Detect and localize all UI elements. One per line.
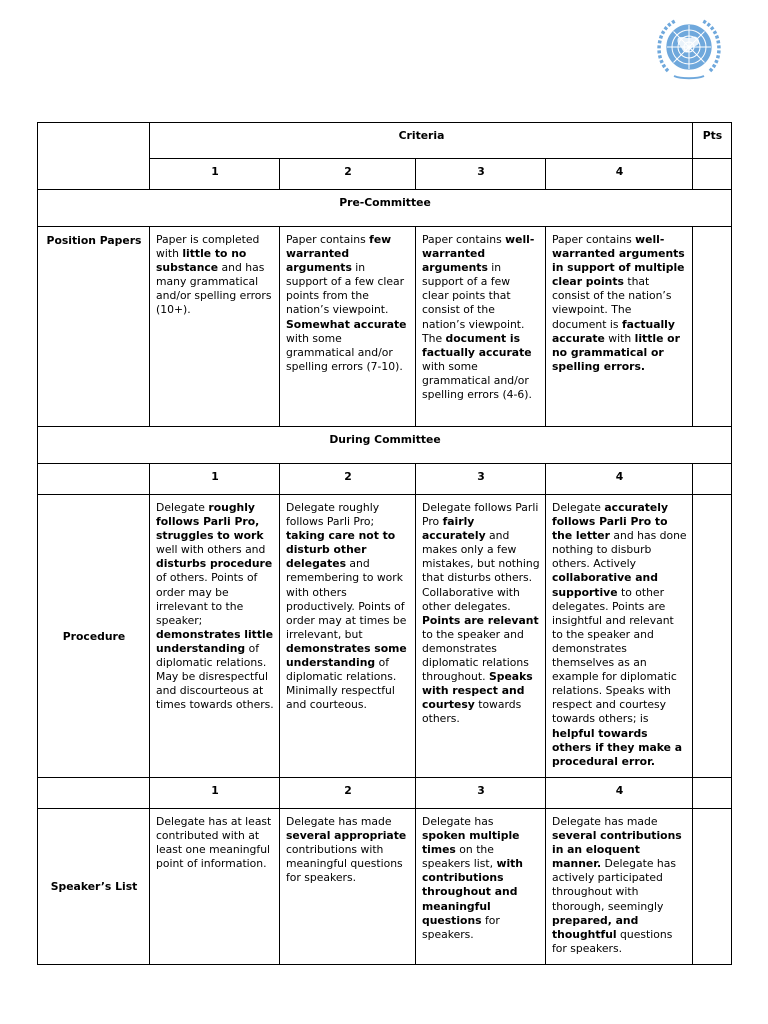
- cell-bold-text: helpful towards others if they make a procedural error.: [552, 726, 683, 768]
- procedure-level-3: [416, 495, 546, 778]
- position-papers-level-1: [150, 227, 280, 427]
- cell-bold-text: document is factually accurate: [422, 331, 532, 359]
- speakers-list-level-4: [546, 809, 693, 965]
- cell-bold-text: with contributions throughout and meaningful questions: [422, 857, 523, 927]
- corner-cell: [38, 123, 150, 190]
- cell-text: Paper contains: [422, 233, 506, 246]
- cell-text: with some grammatical and/or spelling errors (7-10).: [286, 331, 403, 373]
- cell-text: Delegate has actively participated throughout with thorough, seemingly: [552, 857, 677, 913]
- cell-bold-text: several appropriate: [286, 829, 407, 843]
- level-4-header: 4: [546, 778, 693, 809]
- cell-bold-text: little or no grammatical or spelling errors.: [552, 331, 680, 373]
- speakers-list-pts: [693, 809, 732, 965]
- cell-text: to other delegates. Points are insightful and relevant to the speaker and demonstrates themselves as an example for diplomatic relations. Speaks with respect and courtesy towards others; is: [552, 585, 677, 726]
- un-emblem-logo: [656, 16, 722, 80]
- cell-text: with: [604, 331, 635, 345]
- cell-bold-text: Speaks with respect and courtesy: [422, 670, 533, 712]
- cell-text: Paper contains: [552, 233, 636, 246]
- pts-cell: [693, 159, 732, 190]
- cell-text: Delegate has at least contributed with at least one meaningful point of information.: [156, 815, 272, 871]
- cell-bold-text: accurately follows Parli Pro to the letter: [552, 501, 668, 543]
- cell-bold-text: roughly follows Parli Pro, struggles to work: [156, 501, 264, 543]
- cell-bold-text: spoken multiple times: [422, 829, 520, 857]
- criteria-header: Criteria: [150, 123, 693, 159]
- cell-text: that consist of the nation’s viewpoint. The document is: [552, 275, 672, 331]
- level-3-header: 3: [416, 464, 546, 495]
- cell-text: for speakers.: [422, 913, 500, 941]
- cell-text: in support of a few clear points from the nation’s viewpoint.: [286, 261, 405, 317]
- position-papers-level-2: [280, 227, 416, 427]
- cell-text: questions for speakers.: [552, 927, 673, 955]
- cell-bold-text: demonstrates some understanding: [286, 641, 407, 670]
- cell-text: of others. Points of order may be irrelevant to the speaker;: [156, 571, 258, 627]
- section-pre-committee: Pre-Committee: [38, 190, 732, 227]
- procedure-level-2: [280, 495, 416, 778]
- cell-text: Delegate: [156, 501, 209, 514]
- cell-bold-text: little to no substance: [156, 247, 247, 275]
- cell-text: of diplomatic relations. May be disrespectful and discourteous at times towards others.: [156, 641, 274, 712]
- pts-cell: [693, 778, 732, 809]
- level-row-spacer: [38, 464, 150, 495]
- cell-bold-text: taking care not to disturb other delegates: [286, 529, 396, 571]
- cell-text: Delegate follows Parli Pro: [422, 501, 539, 529]
- cell-text: Delegate roughly follows Parli Pro;: [286, 501, 380, 529]
- cell-text: contributions with meaningful questions for speakers.: [286, 843, 403, 885]
- procedure-level-1: [150, 495, 280, 778]
- cell-text: with some grammatical and/or spelling errors (4-6).: [422, 359, 532, 402]
- cell-text: Delegate: [552, 501, 605, 514]
- row-label-position-papers: Position Papers: [38, 227, 150, 427]
- cell-bold-text: few warranted arguments: [286, 233, 392, 275]
- cell-bold-text: prepared, and thoughtful: [552, 913, 639, 941]
- cell-text: to the speaker and demonstrates diplomatic relations throughout.: [422, 627, 529, 684]
- level-2-header: 2: [280, 159, 416, 190]
- cell-text: in support of a few clear points that consist of the nation’s viewpoint. The: [422, 261, 525, 345]
- cell-text: and has done nothing to disburb others. Actively: [552, 529, 687, 571]
- cell-bold-text: well-warranted arguments: [422, 233, 535, 275]
- level-3-header: 3: [416, 778, 546, 809]
- level-3-header: 3: [416, 159, 546, 190]
- cell-bold-text: collaborative and supportive: [552, 571, 658, 599]
- cell-bold-text: Somewhat accurate: [286, 317, 407, 331]
- cell-bold-text: Points are relevant: [422, 613, 539, 627]
- cell-text: Paper contains: [286, 233, 370, 246]
- cell-text: and makes only a few mistakes, but nothing that disturbs others. Collaborative with other delegates.: [422, 529, 540, 613]
- cell-text: of diplomatic relations. Minimally respectful and courteous.: [286, 656, 397, 712]
- level-1-header: 1: [150, 464, 280, 495]
- pts-header: Pts: [693, 123, 732, 159]
- level-1-header: 1: [150, 778, 280, 809]
- cell-bold-text: factually accurate: [552, 317, 675, 345]
- cell-text: well with others and: [156, 543, 266, 557]
- position-papers-level-4: [546, 227, 693, 427]
- cell-bold-text: fairly accurately: [422, 515, 486, 543]
- cell-text: and remembering to work with others productively. Points of order may at times be irrelevant, but: [286, 557, 407, 641]
- cell-bold-text: demonstrates little understanding: [156, 627, 274, 655]
- speakers-list-level-2: [280, 809, 416, 965]
- speakers-list-level-3: [416, 809, 546, 965]
- cell-text: Paper is completed with: [156, 233, 260, 261]
- procedure-pts: [693, 495, 732, 778]
- cell-text: Delegate has made: [552, 815, 658, 828]
- cell-text: and has many grammatical and/or spelling errors (10+).: [156, 261, 272, 317]
- cell-text: Delegate has made: [286, 815, 392, 828]
- position-papers-pts: [693, 227, 732, 427]
- level-4-header: 4: [546, 159, 693, 190]
- cell-text: towards others.: [422, 698, 522, 726]
- row-label-procedure: Procedure: [38, 495, 150, 778]
- cell-text: on the speakers list,: [422, 843, 497, 871]
- cell-bold-text: well-warranted arguments in support of multiple clear points: [552, 233, 685, 289]
- cell-text: Delegate has: [422, 815, 494, 828]
- level-2-header: 2: [280, 464, 416, 495]
- speakers-list-level-1: [150, 809, 280, 965]
- cell-bold-text: disturbs procedure: [156, 557, 273, 571]
- row-label-speakers-list: Speaker’s List: [38, 809, 150, 965]
- position-papers-level-3: [416, 227, 546, 427]
- procedure-level-4: [546, 495, 693, 778]
- level-4-header: 4: [546, 464, 693, 495]
- level-2-header: 2: [280, 778, 416, 809]
- level-1-header: 1: [150, 159, 280, 190]
- section-during-committee: During Committee: [38, 427, 732, 464]
- pts-cell: [693, 464, 732, 495]
- cell-bold-text: several contributions in an eloquent manner.: [552, 829, 682, 871]
- level-row-spacer: [38, 778, 150, 809]
- rubric-table: [37, 122, 732, 965]
